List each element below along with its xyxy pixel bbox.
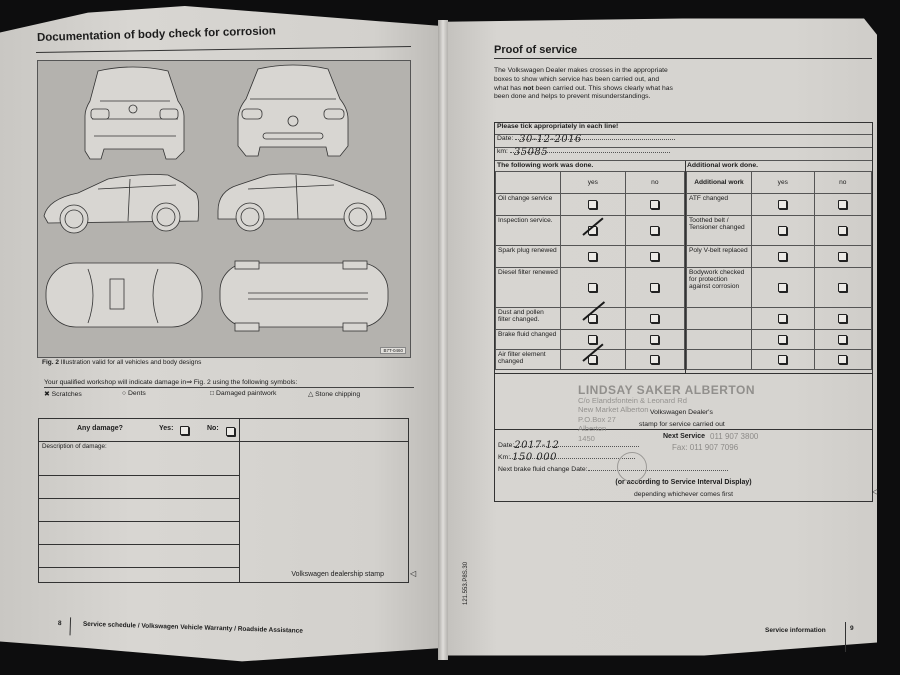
additional-work-table: Additional work yes no ATF changed Toothed belt / Tensioner changed Poly V-belt replaced Bodywork checked for protection against corrosion xyxy=(686,171,872,370)
footer-separator xyxy=(845,622,846,652)
additional-work-col: Additional work xyxy=(687,172,752,194)
figure-caption-label: Fig. 2 xyxy=(42,359,59,366)
air-filter-no-checkbox[interactable] xyxy=(650,355,659,364)
right-page-number: 9 xyxy=(850,625,854,632)
work-row: Oil change service xyxy=(496,194,685,216)
oil-change-yes-checkbox[interactable] xyxy=(588,200,597,209)
work-row: Inspection service. xyxy=(496,216,685,246)
figure-caption-text: Illustration valid for all vehicles and body designs xyxy=(60,359,202,366)
work-row: Dust and pollen filter changed. xyxy=(496,308,685,330)
legend-scratches: ✖ Scratches xyxy=(44,391,82,398)
next-service-date-row: Date: 2017-12 xyxy=(498,442,639,449)
additional-row xyxy=(687,330,872,350)
dealer-tel: 011 907 3800 xyxy=(710,432,759,441)
top-view-car xyxy=(46,263,202,327)
damage-description-line[interactable] xyxy=(39,545,239,568)
vehicle-diagram xyxy=(37,60,411,358)
damage-yes-checkbox[interactable] xyxy=(180,426,189,435)
next-service-date-field[interactable]: 2017-12 xyxy=(514,446,639,447)
additional-row: Bodywork checked for protection against corrosion xyxy=(687,268,872,308)
service-km-row xyxy=(495,148,872,161)
dealer-stamp-label: Volkswagen Dealer's xyxy=(650,409,713,416)
atf-no-checkbox[interactable] xyxy=(838,200,847,209)
tick-instruction: Please tick appropriately in each line! xyxy=(495,123,872,135)
atf-yes-checkbox[interactable] xyxy=(778,200,787,209)
next-service-label: Next Service xyxy=(663,433,706,440)
additional-row xyxy=(687,308,872,330)
poly-v-belt-no-checkbox[interactable] xyxy=(838,252,847,261)
additional-row xyxy=(687,350,872,370)
work-row: Air filter element changed xyxy=(496,350,685,370)
yes-label: Yes: xyxy=(159,425,174,432)
date-label: Date: xyxy=(497,135,514,142)
stone-chip-symbol-icon: △ xyxy=(308,391,314,398)
continue-marker-icon: ◁ xyxy=(872,487,879,496)
next-service-km-field[interactable]: 150 000 xyxy=(510,458,635,459)
brake-fluid-change-row: Next brake fluid change Date: xyxy=(498,466,728,473)
proof-of-service-intro: The Volkswagen Dealer makes crosses in the appropriate boxes to show which service has been carried out, and what has not been carried out. This shows clearly what has been done and helps to prevent misunderstandings. xyxy=(494,67,673,101)
diesel-filter-no-checkbox[interactable] xyxy=(650,283,659,292)
bodywork-yes-checkbox[interactable] xyxy=(778,283,787,292)
work-row: Diesel filter renewed xyxy=(496,268,685,308)
inspection-no-checkbox[interactable] xyxy=(650,226,659,235)
no-label: No: xyxy=(207,425,219,432)
booklet-spine xyxy=(438,20,448,660)
oil-change-no-checkbox[interactable] xyxy=(650,200,659,209)
km-label: km: xyxy=(497,148,508,155)
left-page-number: 8 xyxy=(57,620,62,628)
left-page-title: Documentation of body check for corrosion xyxy=(36,25,277,44)
front-view-car xyxy=(238,65,348,156)
dealer-fax: Fax: 011 907 7096 xyxy=(672,443,739,452)
damage-description-line[interactable] xyxy=(39,476,239,499)
blank-3-yes-checkbox[interactable] xyxy=(778,355,787,364)
work-row: Spark plug renewed xyxy=(496,246,685,268)
pollen-filter-no-checkbox[interactable] xyxy=(650,314,659,323)
figure-code: B7T-0460 xyxy=(380,347,406,354)
blank-3-no-checkbox[interactable] xyxy=(838,355,847,364)
vw-logo-icon xyxy=(617,452,647,482)
service-date-field[interactable]: 30-12-2016 xyxy=(515,139,675,140)
damage-description-line[interactable] xyxy=(39,499,239,522)
any-damage-question: Any damage? xyxy=(77,425,123,432)
damage-symbols-intro: Your qualified workshop will indicate damage in⇒ Fig. 2 using the following symbols: xyxy=(44,378,414,388)
legend-dents: ○ Dents xyxy=(122,390,146,397)
stamp-area-header xyxy=(239,419,408,442)
whichever-note: depending whichever comes first xyxy=(634,491,733,498)
damage-description-area xyxy=(39,441,240,582)
brake-fluid-date-field[interactable] xyxy=(588,470,728,471)
brake-fluid-no-checkbox[interactable] xyxy=(650,335,659,344)
dealer-name: LINDSAY SAKER ALBERTON xyxy=(578,383,756,397)
print-code: 121.553.P8S.30 xyxy=(463,561,469,605)
left-footer-text: Service schedule / Volkswagen Vehicle Warranty / Roadside Assistance xyxy=(82,620,304,635)
scratch-symbol-icon: ✖ xyxy=(44,391,50,398)
continue-marker-icon: ◁ xyxy=(410,569,417,578)
additional-row: ATF changed xyxy=(687,194,872,216)
col-no: no xyxy=(625,172,684,194)
blank-2-yes-checkbox[interactable] xyxy=(778,335,787,344)
additional-work-header: Additional work done. xyxy=(687,162,758,169)
toothed-belt-yes-checkbox[interactable] xyxy=(778,226,787,235)
damage-no-checkbox[interactable] xyxy=(226,427,235,436)
figure-caption xyxy=(42,359,201,366)
interval-note: (or according to Service Interval Display) xyxy=(615,479,752,486)
right-footer-text: Service information xyxy=(765,627,826,634)
blank-1-yes-checkbox[interactable] xyxy=(778,314,787,323)
additional-row: Poly V-belt replaced xyxy=(687,246,872,268)
next-service-km-row: Km: 150 000 xyxy=(498,454,635,461)
blank-2-no-checkbox[interactable] xyxy=(838,335,847,344)
rear-view-car xyxy=(85,67,184,159)
spark-plug-no-checkbox[interactable] xyxy=(650,252,659,261)
brake-fluid-yes-checkbox[interactable] xyxy=(588,335,597,344)
any-damage-row xyxy=(39,419,240,442)
bodywork-no-checkbox[interactable] xyxy=(838,283,847,292)
legend-stone-chipping: △ Stone chipping xyxy=(308,391,361,398)
paintwork-symbol-icon: □ xyxy=(210,390,215,397)
col-yes: yes xyxy=(561,172,626,194)
damage-report-form xyxy=(38,418,409,583)
underside-view-car xyxy=(220,261,388,331)
damage-description-label: Description of damage: xyxy=(39,441,239,476)
work-row: Brake fluid changed xyxy=(496,330,685,350)
dealership-stamp-label: Volkswagen dealership stamp xyxy=(291,571,384,578)
legend-damaged-paintwork: □ Damaged paintwork xyxy=(210,390,277,397)
damage-description-line[interactable] xyxy=(39,522,239,545)
title-rule xyxy=(494,58,872,59)
blank-1-no-checkbox[interactable] xyxy=(838,314,847,323)
service-km-field[interactable]: 35085 xyxy=(510,152,670,153)
spark-plug-yes-checkbox[interactable] xyxy=(588,252,597,261)
dent-symbol-icon: ○ xyxy=(122,390,127,397)
toothed-belt-no-checkbox[interactable] xyxy=(838,226,847,235)
dealer-rubber-stamp: LINDSAY SAKER ALBERTON C/o Elandsfontein & Leonard Rd New Market Alberton P.O.Box 27 Alberton 1450 xyxy=(578,383,756,443)
diesel-filter-yes-checkbox[interactable] xyxy=(588,283,597,292)
work-done-header: The following work was done. xyxy=(497,162,594,169)
dealer-stamp-sublabel: stamp for service carried out xyxy=(639,421,725,428)
work-done-table xyxy=(495,171,685,370)
car-outline-drawings xyxy=(38,61,410,357)
side-view-car-left xyxy=(44,175,199,234)
poly-v-belt-yes-checkbox[interactable] xyxy=(778,252,787,261)
right-page-title: Proof of service xyxy=(494,44,578,56)
service-date-row xyxy=(495,135,872,148)
additional-row: Toothed belt / Tensioner changed xyxy=(687,216,872,246)
side-view-car-right xyxy=(218,174,386,231)
